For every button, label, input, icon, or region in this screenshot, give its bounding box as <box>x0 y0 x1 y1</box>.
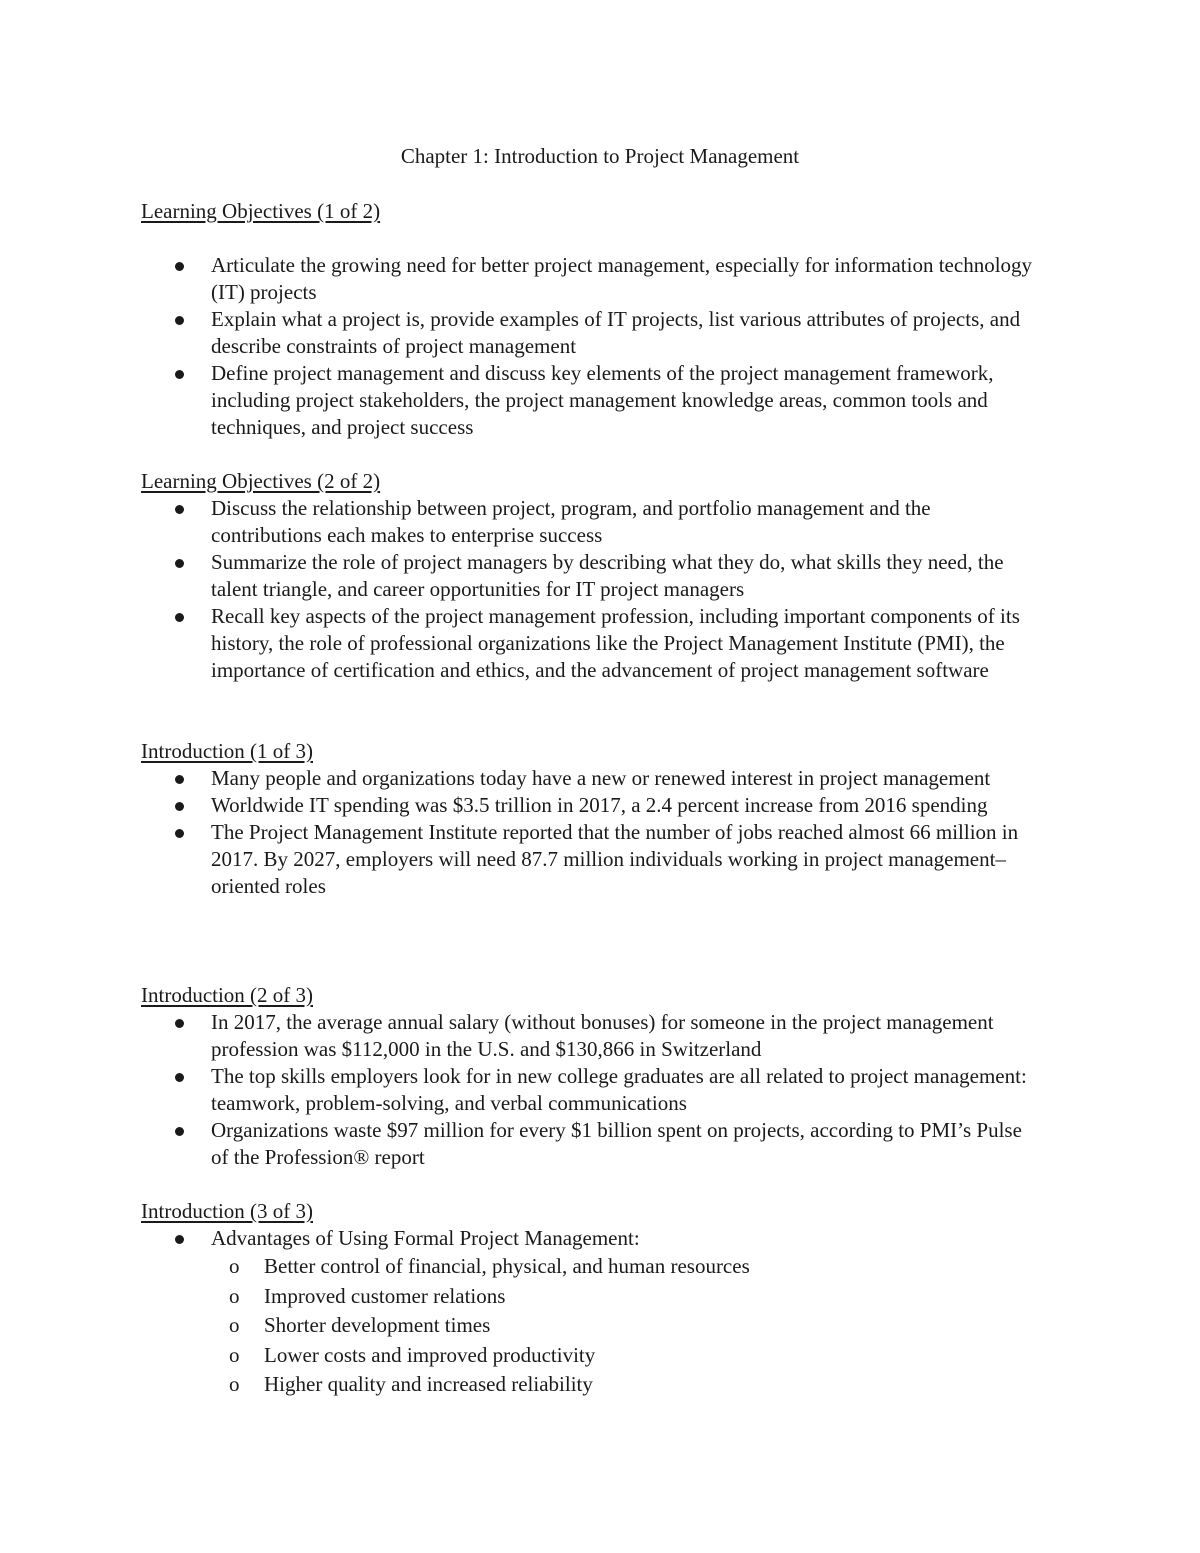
list-item: Worldwide IT spending was $3.5 trillion in 2017, a 2.4 percent increase from 2016 spending <box>141 792 1041 819</box>
section-heading: Introduction (3 of 3) <box>141 1199 314 1223</box>
bullet-icon <box>175 262 184 271</box>
list-item: Organizations waste $97 million for every $1 billion spent on projects, according to PMI’s Pulse of the Profession® report <box>141 1117 1041 1171</box>
bullet-list <box>141 495 1041 684</box>
section-learning-objectives-1 <box>141 198 1041 441</box>
bullet-icon <box>175 613 184 622</box>
section-learning-objectives-2 <box>141 468 1041 684</box>
bullet-icon <box>175 370 184 379</box>
list-item: Advantages of Using Formal Project Management: o Better control of financial, physical, and human resources o Improved customer relations o Shorter development times o Lower costs and improved productivity o Higher quality and increased reliability <box>141 1225 1041 1400</box>
section-introduction-2 <box>141 982 1041 1171</box>
section-heading: Learning Objectives (1 of 2) <box>141 199 381 223</box>
bullet-icon <box>175 1235 184 1244</box>
list-item: Recall key aspects of the project management profession, including important components of its history, the role of professional organizations like the Project Management Institute (PMI), the importance of certification and ethics, and the advancement of project management software <box>141 603 1041 684</box>
section-heading: Introduction (1 of 3) <box>141 739 314 763</box>
bullet-icon <box>175 559 184 568</box>
bullet-icon <box>175 1019 184 1028</box>
section-heading: Introduction (2 of 3) <box>141 983 314 1007</box>
bullet-icon <box>175 1073 184 1082</box>
bullet-icon <box>175 775 184 784</box>
list-item: The Project Management Institute reported that the number of jobs reached almost 66 million in 2017. By 2027, employers will need 87.7 million individuals working in project management–oriented roles <box>141 819 1041 900</box>
sub-list-item: o Higher quality and increased reliability <box>211 1370 1041 1400</box>
list-item: Summarize the role of project managers by describing what they do, what skills they need, the talent triangle, and career opportunities for IT project managers <box>141 549 1041 603</box>
bullet-list <box>141 252 1041 441</box>
list-item: Discuss the relationship between project, program, and portfolio management and the contributions each makes to enterprise success <box>141 495 1041 549</box>
sub-list-item: o Lower costs and improved productivity <box>211 1341 1041 1371</box>
list-item: In 2017, the average annual salary (without bonuses) for someone in the project management profession was $112,000 in the U.S. and $130,866 in Switzerland <box>141 1009 1041 1063</box>
circle-bullet-icon: o <box>229 1372 240 1396</box>
list-item: Explain what a project is, provide examples of IT projects, list various attributes of projects, and describe constraints of project management <box>141 306 1041 360</box>
circle-bullet-icon: o <box>229 1254 240 1278</box>
bullet-icon <box>175 1127 184 1136</box>
bullet-list <box>141 1009 1041 1171</box>
list-item: Articulate the growing need for better project management, especially for information technology (IT) projects <box>141 252 1041 306</box>
bullet-icon <box>175 505 184 514</box>
bullet-icon <box>175 316 184 325</box>
section-introduction-1 <box>141 738 1041 900</box>
sub-list-item: o Better control of financial, physical, and human resources <box>211 1252 1041 1282</box>
list-item: Define project management and discuss key elements of the project management framework, including project stakeholders, the project management knowledge areas, common tools and techniques, and project success <box>141 360 1041 441</box>
circle-bullet-icon: o <box>229 1283 240 1308</box>
sub-bullet-list <box>211 1252 1041 1400</box>
list-item: The top skills employers look for in new college graduates are all related to project management: teamwork, problem-solving, and verbal communications <box>141 1063 1041 1117</box>
list-item: Many people and organizations today have a new or renewed interest in project management <box>141 765 1041 792</box>
section-heading: Learning Objectives (2 of 2) <box>141 469 381 493</box>
circle-bullet-icon: o <box>229 1313 240 1337</box>
page-title: Chapter 1: Introduction to Project Management <box>400 144 800 168</box>
bullet-list <box>141 765 1041 900</box>
sub-list-item: o Shorter development times <box>211 1311 1041 1341</box>
bullet-icon <box>175 829 184 838</box>
sub-list-item: o Improved customer relations <box>211 1282 1041 1312</box>
bullet-icon <box>175 802 184 811</box>
section-introduction-3 <box>141 1198 1041 1400</box>
circle-bullet-icon: o <box>229 1342 240 1367</box>
bullet-list <box>141 1225 1041 1400</box>
